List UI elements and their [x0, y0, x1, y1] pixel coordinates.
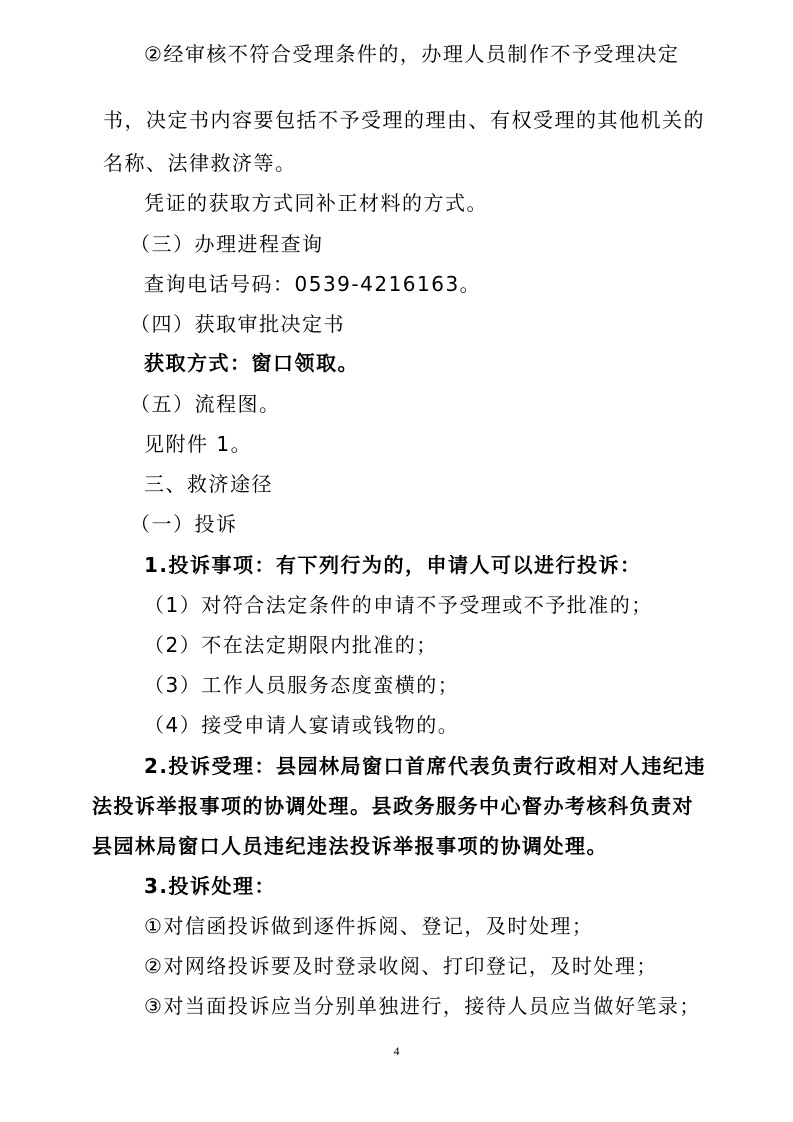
text-line-3: 名称、法律救济等。 — [103, 151, 297, 175]
query-phone-line: 查询电话号码：0539-4216163。 — [144, 272, 482, 296]
complaint-handling-item-1: ①对信函投诉做到逐件拆阅、登记，及时处理； — [144, 914, 594, 938]
complaint-item-4: （4）接受申请人宴请或钱物的。 — [144, 713, 460, 737]
text-line-2: 书，决定书内容要包括不予受理的理由、有权受理的其他机关的 — [103, 108, 705, 132]
section-heading-remedy: 三、救济途径 — [144, 472, 273, 496]
complaint-handling-heading: 3.投诉处理： — [144, 874, 277, 898]
subsection-heading-complaint: （一）投诉 — [130, 512, 238, 536]
section-heading-flowchart: （五）流程图。 — [130, 392, 281, 416]
complaint-handling-item-3: ③对当面投诉应当分别单独进行，接待人员应当做好笔录； — [144, 994, 701, 1018]
complaint-item-3: （3）工作人员服务态度蛮横的； — [144, 673, 460, 697]
complaint-handling-item-2: ②对网络投诉要及时登录收阅、打印登记，及时处理； — [144, 954, 658, 978]
text-line-4: 凭证的获取方式同补正材料的方式。 — [144, 191, 488, 215]
text-line-1: ②经审核不符合受理条件的，办理人员制作不予受理决定 — [144, 42, 680, 66]
complaint-matters-line: 1.投诉事项：有下列行为的，申请人可以进行投诉： — [144, 553, 642, 577]
obtain-method-line: 获取方式：窗口领取。 — [144, 351, 359, 375]
section-heading-progress-query: （三）办理进程查询 — [130, 232, 324, 256]
page-number: 4 — [393, 1044, 400, 1058]
attachment-reference: 见附件 1。 — [144, 432, 253, 456]
complaint-item-2: （2）不在法定期限内批准的； — [144, 633, 438, 657]
complaint-item-1: （1）对符合法定条件的申请不予受理或不予批准的； — [144, 593, 653, 617]
complaint-acceptance-line-1: 2.投诉受理：县园林局窗口首席代表负责行政相对人违纪违 — [144, 754, 707, 778]
complaint-acceptance-line-3: 县园林局窗口人员违纪违法投诉举报事项的协调处理。 — [92, 834, 608, 858]
complaint-acceptance-line-2: 法投诉举报事项的协调处理。县政务服务中心督办考核科负责对 — [92, 794, 694, 818]
section-heading-approval-decision: （四）获取审批决定书 — [130, 312, 345, 336]
